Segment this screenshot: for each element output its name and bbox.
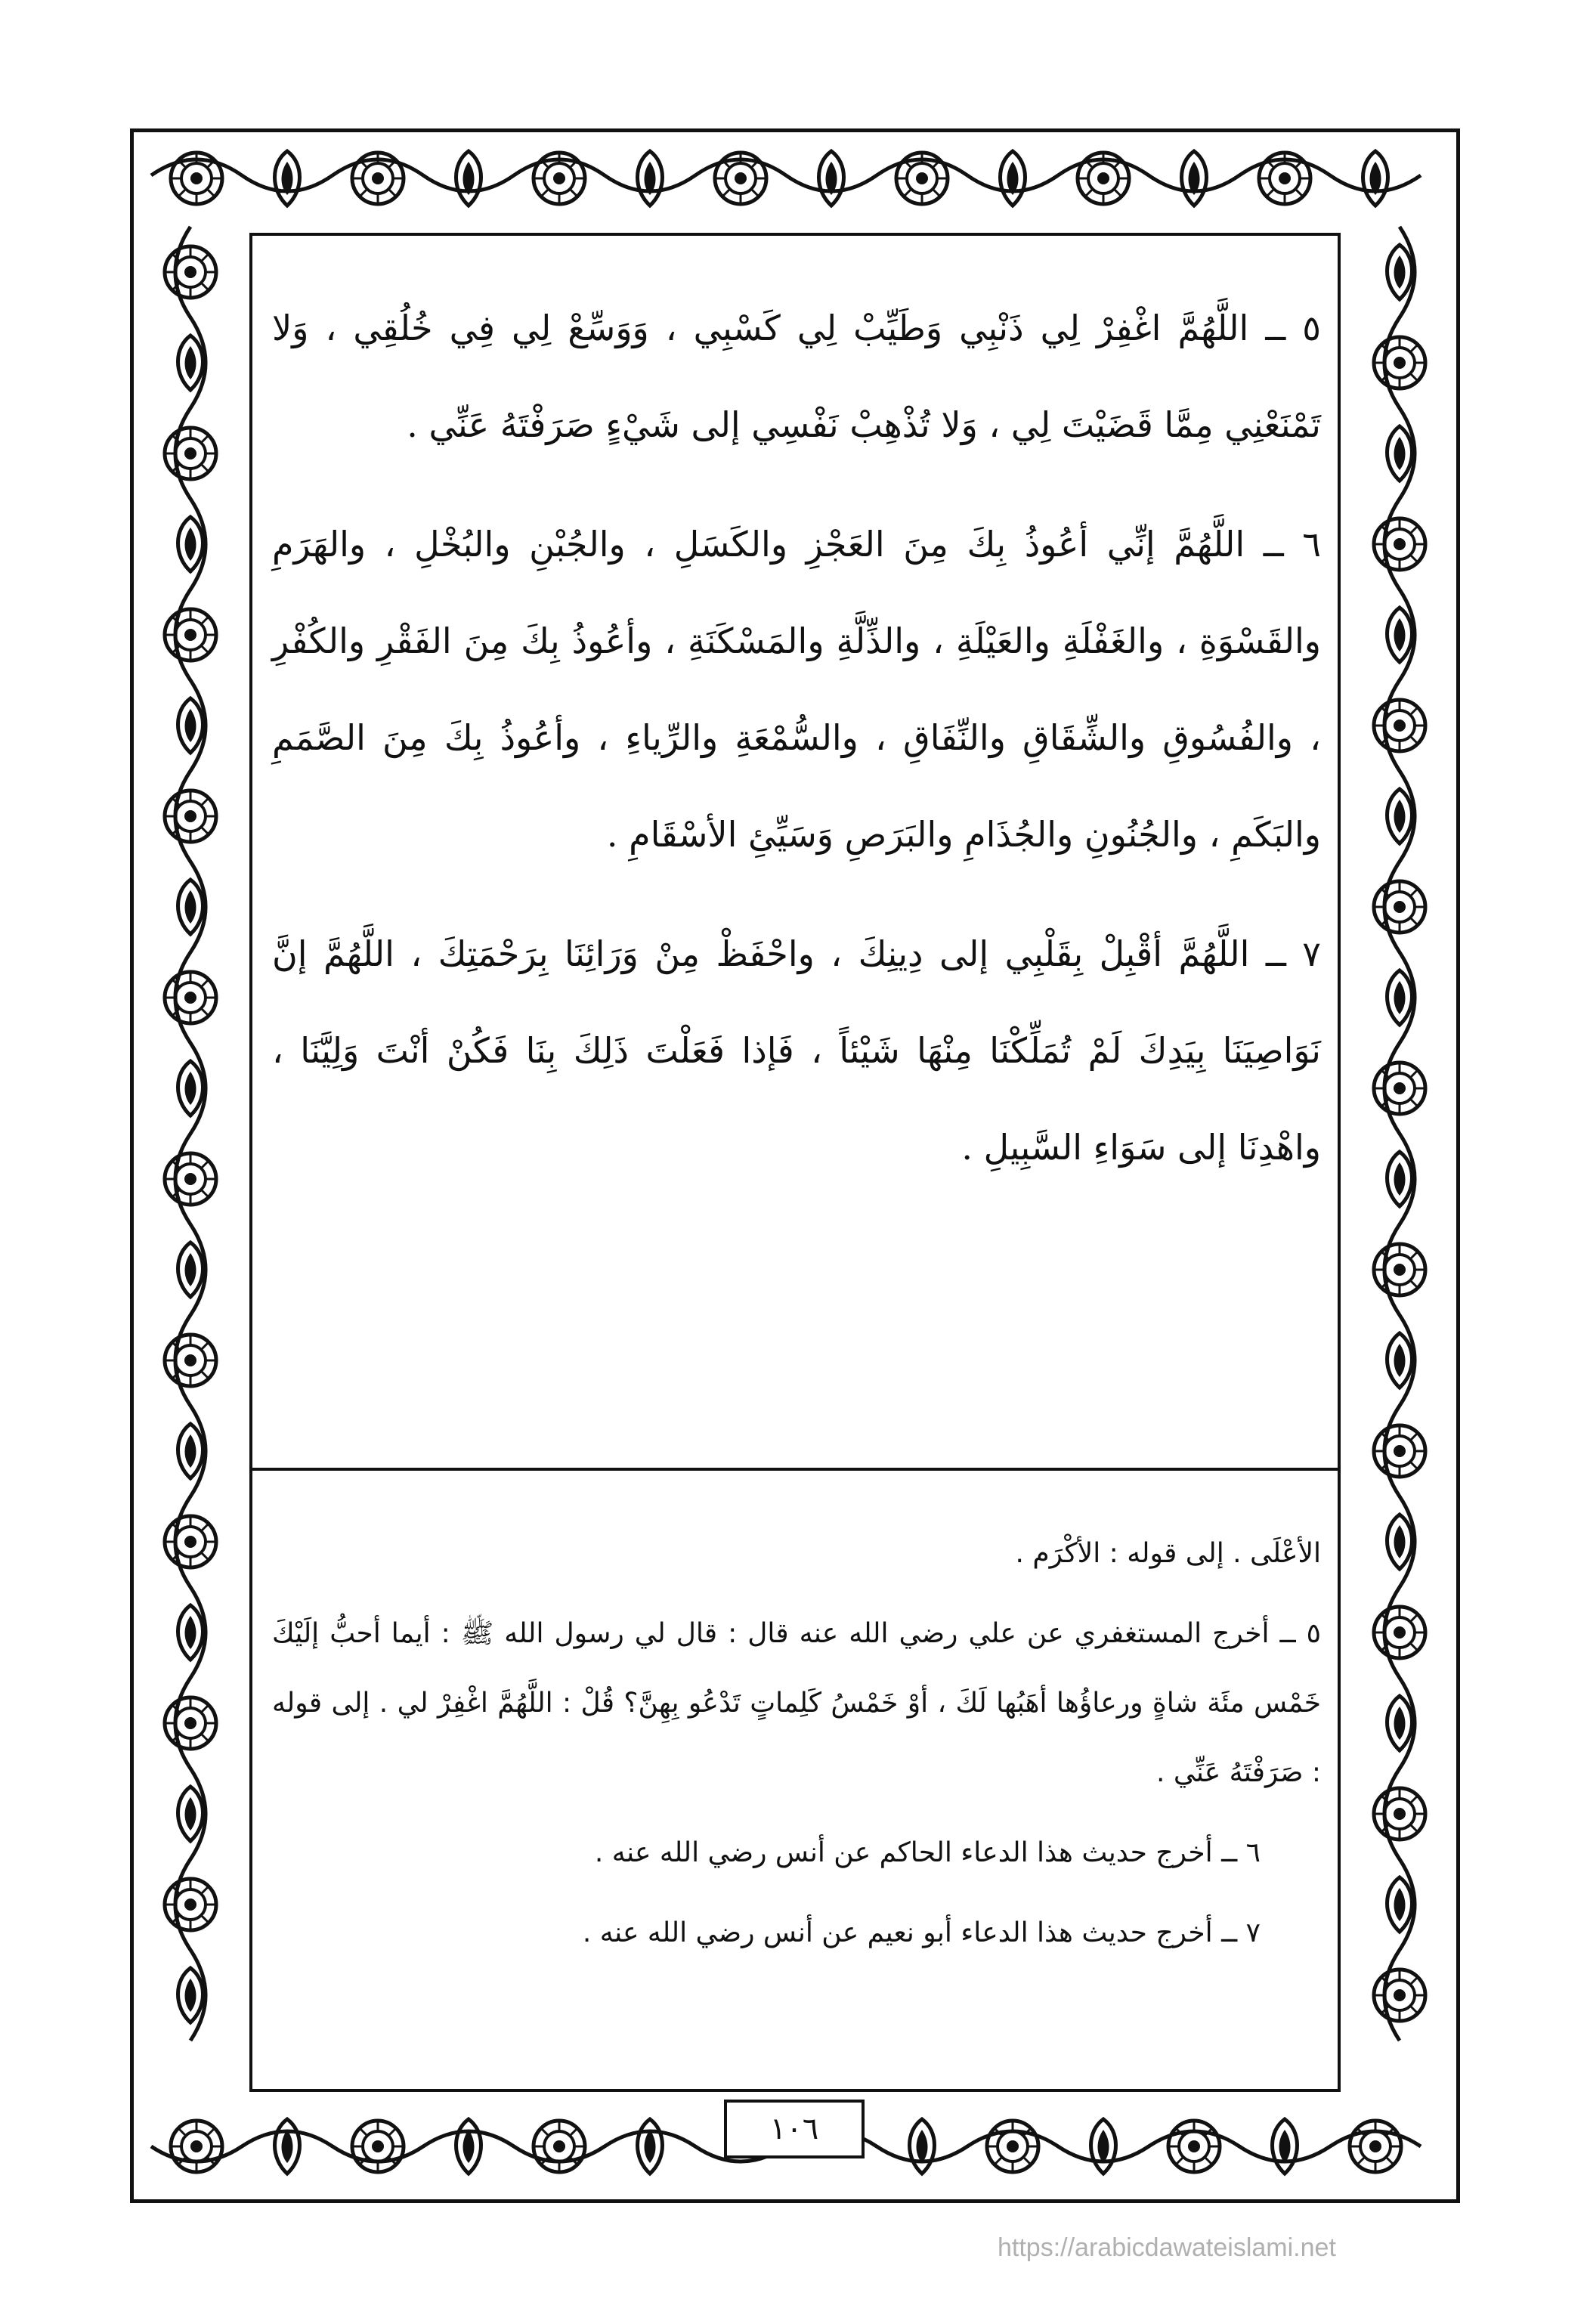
footnote-divider: [252, 1468, 1338, 1471]
footnote-continuation: الأعْلَى . إلى قوله : الأكْرَم .: [1015, 1538, 1321, 1569]
main-text-body: [272, 280, 1321, 1218]
footnotes-section: [272, 1519, 1321, 1979]
footnote-5: ٥ ــ أخرج المستغفري عن علي رضي الله عنه قال : قال لي رسول الله ﷺ : أيما أحبُّ إلَيْكَ خَمْس مئَة شاةٍ ورعاؤُها أهَبُها لَكَ ، أوْ خَمْسُ كَلِماتٍ تَدْعُو بِهِنَّ؟ قُلْ : اللَّهُمَّ اغْفِرْ لي . إلى قوله : صَرَفْتَهُ عَنِّي .: [272, 1618, 1321, 1788]
supplication-6: ٦ ــ اللَّهُمَّ إنِّي أعُوذُ بِكَ مِنَ العَجْزِ والكَسَلِ ، والجُبْنِ والبُخْلِ ، والهَرَمِ والقَسْوَةِ ، والغَفْلَةِ والعَيْلَةِ ، والذِّلَّةِ والمَسْكَنَةِ ، وأعُوذُ بِكَ مِنَ الفَقْرِ والكُفْرِ ، والفُسُوقِ والشِّقَاقِ والنِّفَاقِ ، والسُّمْعَةِ والرِّياءِ ، وأعُوذُ بِكَ مِنَ الصَّمَمِ والبَكَمِ ، والجُنُونِ والجُذَامِ والبَرَصِ وَسَيِّئِ الأسْقَامِ .: [272, 524, 1321, 855]
watermark-url: https://arabicdawateislami.net: [998, 2233, 1336, 2262]
page-number: ١٠٦: [724, 2100, 865, 2158]
footnote-6: ٦ ــ أخرج حديث هذا الدعاء الحاكم عن أنس رضي الله عنه .: [594, 1837, 1261, 1868]
supplication-5: ٥ ــ اللَّهُمَّ اغْفِرْ لِي ذَنْبِي وَطَيِّبْ لِي كَسْبِي ، وَوَسِّعْ لِي فِي خُلُقِي ، وَلا تَمْنَعْنِي مِمَّا قَضَيْتَ لِي ، وَلا تُذْهِبْ نَفْسِي إلى شَيْءٍ صَرَفْتَهُ عَنِّي .: [272, 308, 1321, 445]
supplication-7: ٧ ــ اللَّهُمَّ أقْبِلْ بِقَلْبِي إلى دِينِكَ ، واحْفَظْ مِنْ وَرَائِنَا بِرَحْمَتِكَ ، اللَّهُمَّ إنَّ نَوَاصِيَنَا بِيَدِكَ لَمْ تُمَلِّكْنَا مِنْهَا شَيْئاً ، فَإذا فَعَلْتَ ذَلِكَ بِنَا فَكُنْ أنْتَ وَلِيَّنَا ، واهْدِنَا إلى سَوَاءِ السَّبِيلِ .: [272, 933, 1321, 1168]
footnote-7: ٧ ــ أخرج حديث هذا الدعاء أبو نعيم عن أنس رضي الله عنه .: [582, 1917, 1261, 1948]
